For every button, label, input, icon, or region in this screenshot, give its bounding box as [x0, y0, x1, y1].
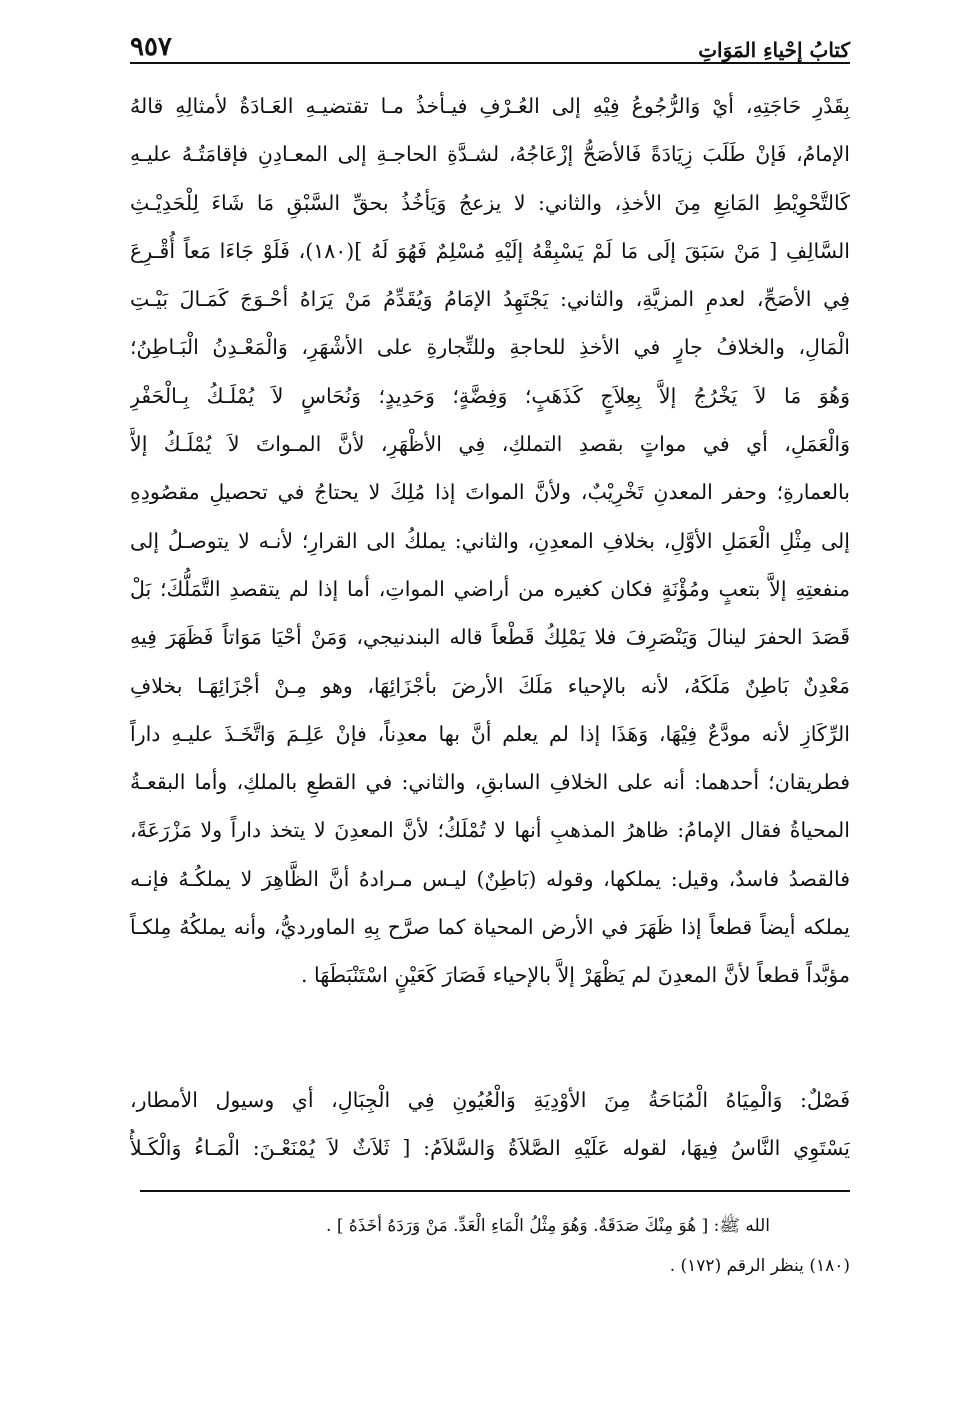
text-line: المحياةُ فقال الإمامُ: ظاهرُ المذهبِ أنها لا تُمْلَكُ؛ لأنَّ المعدِنَ لا يتخذ داراً ولا مَزْرَعَةً، [130, 818, 850, 843]
text-line: منفعتِهِ إلاَّ بتعبٍ ومُؤْنَةٍ فكان كغيره من أراضي المواتِ، أما إذا لم يتقصدِ التَّمَلُّكَ؛ بَلْ [130, 576, 850, 601]
text-line: الْمَالِ، والخلافُ جارٍ في الأخذِ للحاجةِ وللتِّجارةِ على الأشْهَرِ، وَالْمَعْـدِنُ الْبَـاطِنُ؛ [130, 335, 850, 360]
text-line: الرِّكَازِ لأنه مودَّعٌ فِيْهَا، وَهَذَا إذا لم يعلم أنَّ بها معدِناً، فإنْ عَلِـمَ وَاتَّخَـذَ عليـهِ داراً [130, 721, 850, 746]
text-line: إلى مِثْلِ الْعَمَلِ الأوَّلِ، بخلافِ المعدِنِ، والثاني: يملكُ الى القرارِ؛ لأنـه لا يتوصـلُ إلى [130, 528, 850, 553]
text-line: وَالْعَمَلِ، أي في مواتٍ بقصدِ التملكِ، فِي الأظْهَرِ، لأنَّ المـواتَ لاَ يُمْلَـكُ إلاَّ [130, 432, 850, 457]
section-line: فَصْلٌ: وَالْمِيَاهُ الْمُبَاحَةُ مِنَ الأوْدِيَةِ وَالْعُيُونِ فِي الْجِبَالِ، أي وسيول الأمطار، [130, 1088, 850, 1112]
text-line: قَصَدَ الحفرَ لينالَ وَيَنْصَرِفَ فلا يَمْلِكُ قَطْعاً قاله البندنيجي، وَمَنْ أحْيَا مَوَاتاً فَظَهَرَ فِيهِ [130, 625, 850, 650]
text-line: السَّالِفِ [ مَنْ سَبَقَ إلَى مَا لَمْ يَسْبِقْهُ إلَيْهِ مُسْلِمٌ فَهُوَ لَهُ ](١٨٠)، فَلَوْ جَاءَا مَعاً أُقْـرِعَ [130, 238, 850, 263]
text-line: الإمامُ، فَإنْ طَلَبَ زِيَادَةً فَالأصَحُّ إزْعَاجُهُ، لشـدَّةِ الحاجـةِ إلى المعـادِنِ فإقامَتُـهُ عليـهِ [130, 142, 850, 167]
footnote-rule [140, 1190, 850, 1192]
section-fasl [130, 1076, 850, 1180]
footnote-180: (١٨٠) ينظر الرقم (١٧٢) . [669, 1256, 850, 1276]
page-number: ٩٥٧ [130, 32, 172, 62]
text-line: مؤبَّداً قطعاً لأنَّ المعدِنَ لم يَظْهَرْ إلاَّ بالإحياء فَصَارَ كَعَيْنٍ اسْتَنْبَطَهَا . [301, 963, 850, 988]
footnotes [130, 1206, 850, 1296]
section-line: يَسْتَوِي النَّاسُ فِيهَا، لقوله عَلَيْهِ الصَّلاَةُ وَالسَّلاَمُ: [ ثَلاَثٌ لاَ يُمْنَعْـنَ: الْمَـاءُ وَالْكَـلأُ [130, 1136, 850, 1161]
text-line: فطريقان؛ أحدهما: أنه على الخلافِ السابقِ، والثاني: في القطعِ بالملكِ، وأما البقعـةُ [130, 770, 850, 795]
text-line: بِقَدْرِ حَاجَتِهِ، أيْ وَالرُّجُوعُ فِيْهِ إلى العُـرْفِ فيـأخذُ مـا تقتضيـهِ العَـادَةُ لأمثالِهِ قالهُ [130, 94, 850, 118]
text-line: كَالتَّحْوِيْطِ المَانِعِ مِنَ الأخذِ، والثاني: لا يزعجُ وَيَأخُذُ بحقِّ السَّبْقِ مَا شَاءَ لِلْحَدِيْـثِ [130, 190, 850, 215]
main-text [130, 82, 850, 1052]
footnote-continuation: الله ﷺ: [ هُوَ مِنْكَ صَدَقَةٌ. وَهُوَ مِثْلُ الْمَاءِ الْعَدِّ. مَنْ وَرَدَهُ أخَذَهُ ] . [326, 1216, 770, 1236]
running-title: كتابُ إحْياءِ المَوَاتِ [698, 38, 850, 62]
page-header [130, 26, 850, 62]
header-rule [130, 62, 850, 64]
text-line: مَعْدِنٌ بَاطِنٌ مَلَكَهُ، لأنه بالإحياء مَلَكَ الأرضَ بأجْزَائِهَا، وهو مِـنْ أجْزَائِهَـا بخلافِ [130, 673, 850, 698]
text-line: يملكه أيضاً قطعاً إذا ظَهَرَ في الأرض المحياة كما صرَّح بِهِ الماورديُّ، وأنه يملكُهُ مِلكـاً [130, 915, 850, 940]
text-line: بالعمارةِ؛ وحفر المعدنِ تَخْرِيْبٌ، ولأنَّ المواتَ إذا مُلِكَ لا يحتاجُ في تحصيلِ مقصُودِهِ [130, 480, 850, 505]
text-line: فِي الأصَحِّ، لعدمِ المزيَّةِ، والثاني: يَجْتَهِدُ الإمَامُ وَيُقَدِّمُ مَنْ يَرَاهُ أحْـوَجَ كَمَـالَ بَيْـتِ [130, 287, 850, 312]
text-line: وَهُوَ مَا لاَ يَخْرُجُ إلاَّ بِعِلاَجٍ كَذَهَبٍ؛ وَفِضَّةٍ؛ وَحَدِيدٍ؛ وَنُحَاسٍ لاَ يُمْلَـكُ بِـالْحَفْرِ [130, 383, 850, 408]
text-line: فالقصدُ فاسدٌ، وقيل: يملكها، وقوله (بَاطِنٌ) ليـس مـرادهُ أنَّ الظَّاهِرَ لا يملكُـهُ فإنـه [130, 866, 850, 891]
